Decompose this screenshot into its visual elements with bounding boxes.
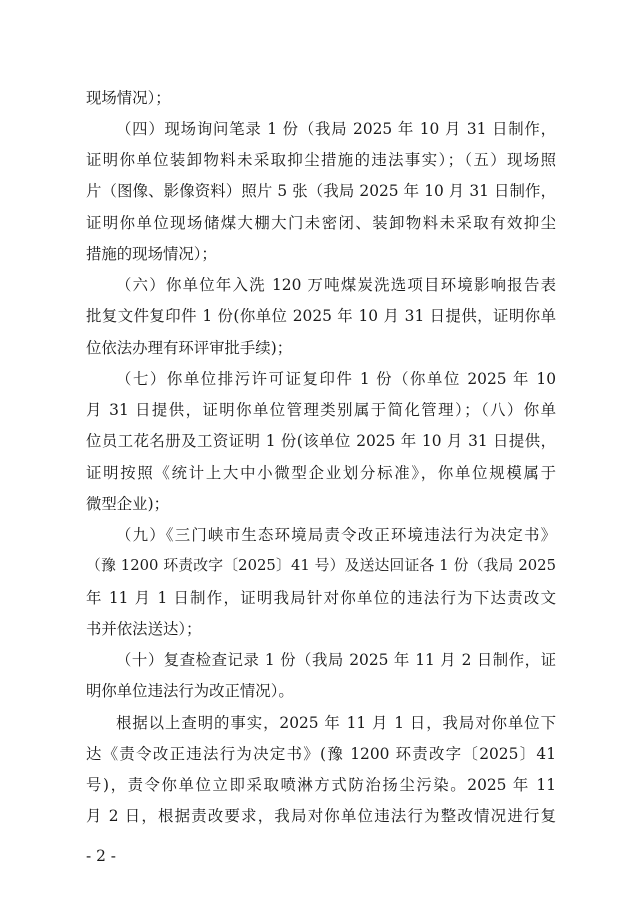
paragraph-line: 微型企业)； (86, 495, 169, 513)
paragraph-line: （九）《三门峡市生态环境局责令改正环境违法行为决定书》 (116, 526, 556, 544)
paragraph-line: 批复文件复印件 1 份(你单位 2025 年 10 月 31 日提供，证明你单 (86, 307, 556, 325)
paragraph-line: （六）你单位年入洗 120 万吨煤炭洗选项目环境影响报告表 (116, 276, 556, 294)
paragraph-line: 位依法办理有环评审批手续)； (86, 339, 293, 357)
paragraph-line: 达《责令改正违法行为决定书》(豫 1200 环责改字〔2025〕41 (86, 745, 556, 763)
paragraph-line: 明你单位违法行为改正情况）。 (86, 682, 294, 700)
paragraph-line: （七）你单位排污许可证复印件 1 份（你单位 2025 年 10 (116, 370, 556, 388)
paragraph-line: 证明你单位现场储煤大棚大门未密闭、装卸物料未采取有效抑尘 (86, 214, 556, 232)
paragraph-line: 位员工花名册及工资证明 1 份(该单位 2025 年 10 月 31 日提供， (86, 432, 556, 450)
paragraph-line: （四）现场询问笔录 1 份（我局 2025 年 10 月 31 日制作， (116, 120, 556, 138)
paragraph-line: 证明你单位装卸物料未采取抑尘措施的违法事实）；（五）现场照 (86, 151, 556, 169)
paragraph-line: 书并依法送达）； (86, 620, 202, 638)
paragraph-line: 月 31 日提供，证明你单位管理类别属于简化管理）；（八）你单 (86, 401, 556, 419)
paragraph-line: 证明按照《统计上大中小微型企业划分标准》，你单位规模属于 (86, 464, 556, 482)
paragraph-line: 现场情况）； (86, 89, 171, 107)
paragraph-line: （十）复查检查记录 1 份（我局 2025 年 11 月 2 日制作，证 (116, 651, 556, 669)
paragraph-line: 根据以上查明的事实，2025 年 11 月 1 日，我局对你单位下 (116, 714, 556, 732)
paragraph-line: （豫 1200 环责改字〔2025〕41 号）及送达回证各 1 份（我局 2025 (86, 557, 556, 574)
paragraph-line: 号)，责令你单位立即采取喷淋方式防治扬尘污染。2025 年 11 (86, 776, 556, 794)
paragraph-line: 年 11 月 1 日制作，证明我局针对你单位的违法行为下达责改文 (86, 589, 556, 607)
paragraph-line: 片（图像、影像资料）照片 5 张（我局 2025 年 10 月 31 日制作， (86, 182, 556, 200)
paragraph-line: 措施的现场情况）； (86, 245, 217, 263)
page-number: - 2 - (86, 847, 116, 865)
paragraph-line: 月 2 日，根据责改要求，我局对你单位违法行为整改情况进行复 (86, 807, 556, 825)
